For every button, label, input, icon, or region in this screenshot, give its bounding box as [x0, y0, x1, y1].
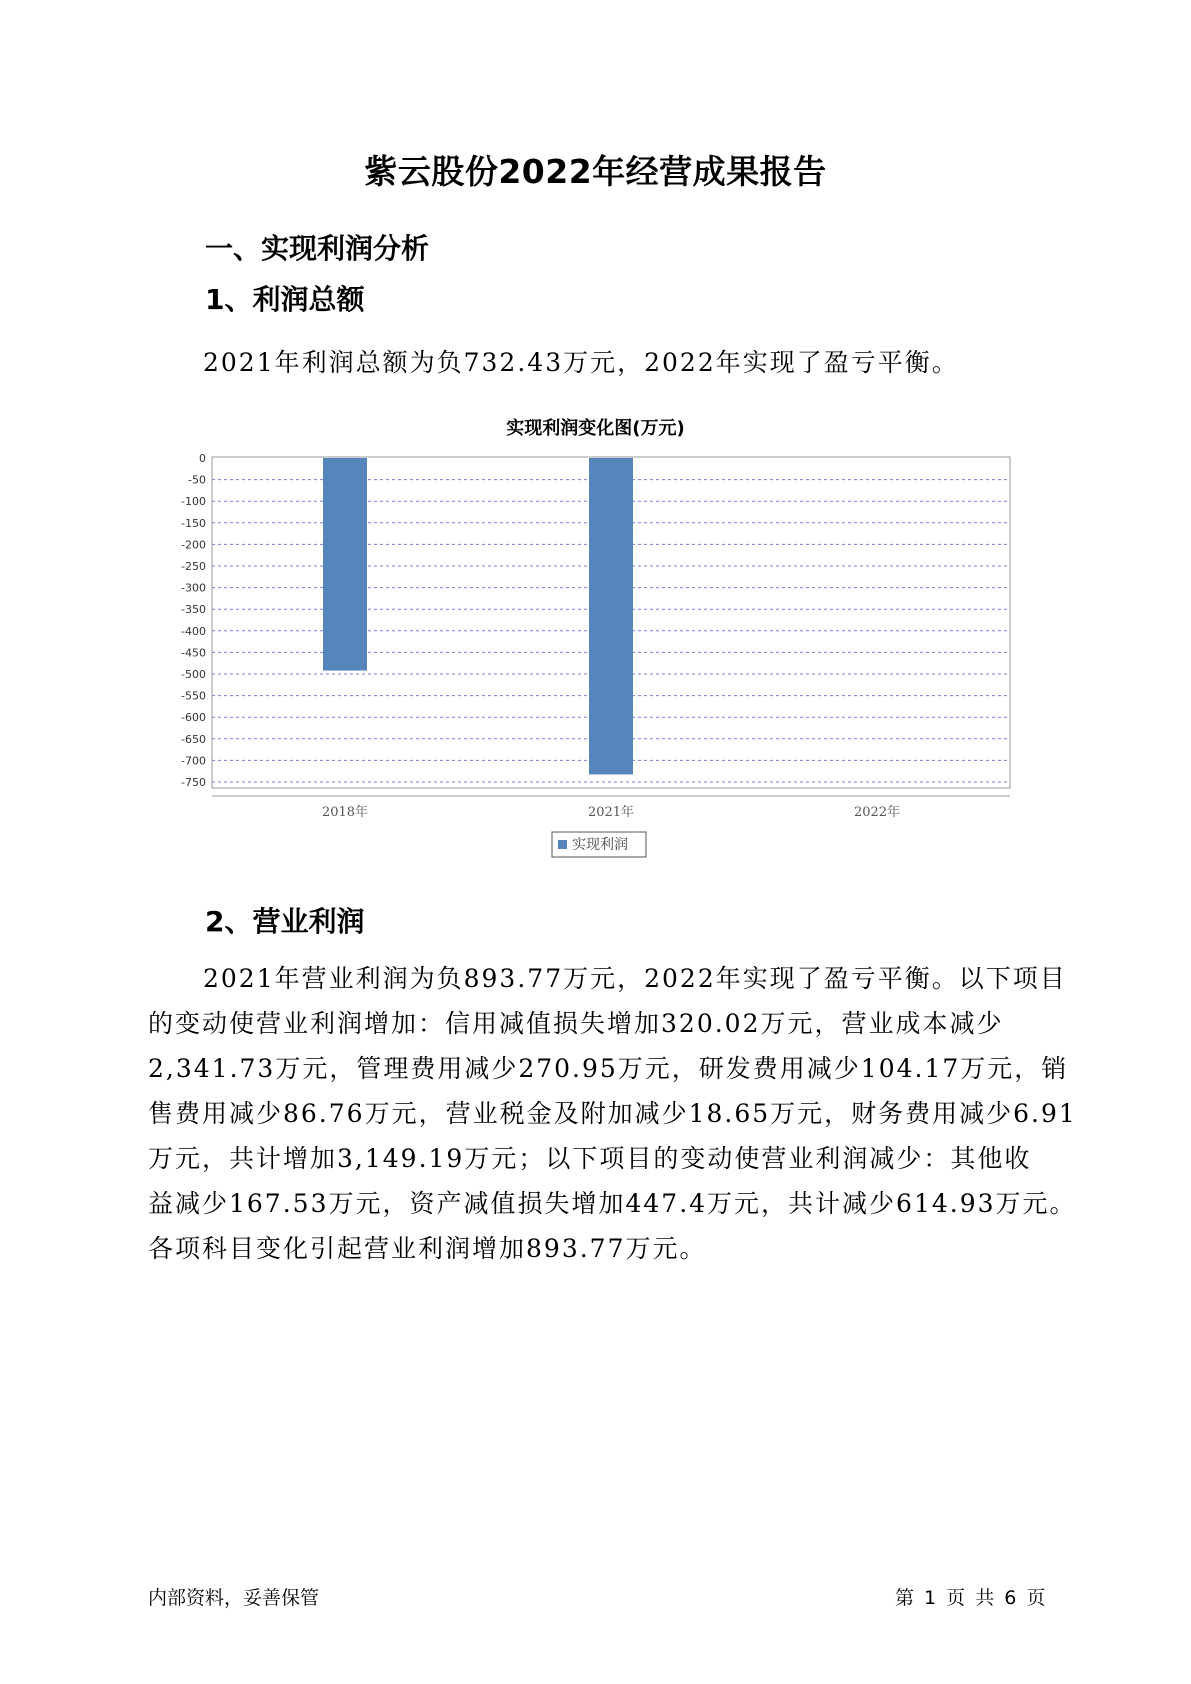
- paragraph-line: 益减少167.53万元，资产减值损失增加447.4万元，共计减少614.93万元。: [148, 1189, 1077, 1218]
- y-tick-label: -100: [181, 495, 206, 509]
- total-profit-paragraph: 2021年利润总额为负732.43万元，2022年实现了盈亏平衡。: [203, 348, 959, 377]
- bar: [589, 458, 633, 774]
- y-tick-label: -500: [181, 668, 206, 681]
- x-tick-label: 2018年: [321, 805, 369, 820]
- legend-label: 实现利润: [572, 837, 628, 853]
- section-heading-profit-analysis: 一、实现利润分析: [205, 232, 430, 265]
- paragraph-line: 2,341.73万元，管理费用减少270.95万元，研发费用减少104.17万元，销: [148, 1054, 1069, 1083]
- x-tick-label: 2022年: [853, 805, 901, 820]
- y-tick-label: -650: [181, 732, 206, 746]
- y-tick-label: -400: [181, 624, 206, 638]
- y-tick-label: -150: [181, 516, 206, 530]
- y-tick-label: -300: [181, 581, 206, 595]
- paragraph-line: 售费用减少86.76万元，营业税金及附加减少18.65万元，财务费用减少6.91: [148, 1099, 1077, 1128]
- y-tick-label: 0: [199, 452, 206, 465]
- y-tick-label: -250: [181, 560, 206, 573]
- footer-confidential-note: 内部资料，妥善保管: [148, 1587, 320, 1609]
- y-tick-label: -200: [181, 538, 206, 552]
- y-tick-label: -450: [181, 646, 206, 660]
- subsection-heading-operating-profit: 2、营业利润: [205, 905, 365, 938]
- bar: [323, 458, 367, 671]
- report-title: 紫云股份2022年经营成果报告: [364, 152, 827, 191]
- y-tick-label: -750: [181, 776, 206, 789]
- y-tick-label: -350: [181, 603, 206, 617]
- y-tick-label: -600: [181, 711, 206, 725]
- subsection-heading-total-profit: 1、利润总额: [205, 283, 365, 316]
- profit-bar-chart: [0, 440, 1191, 880]
- y-tick-label: -550: [181, 689, 206, 703]
- paragraph-line: 万元，共计增加3,149.19万元；以下项目的变动使营业利润减少：其他收: [148, 1144, 1032, 1173]
- paragraph-line: 2021年营业利润为负893.77万元，2022年实现了盈亏平衡。以下项目: [203, 964, 1067, 993]
- y-tick-label: -700: [181, 754, 206, 768]
- x-tick-label: 2021年: [587, 805, 635, 820]
- chart-title: 实现利润变化图(万元): [506, 418, 685, 439]
- legend-swatch: [558, 840, 567, 849]
- footer-page-number: 第 1 页 共 6 页: [895, 1587, 1046, 1609]
- paragraph-line: 的变动使营业利润增加：信用减值损失增加320.02万元，营业成本减少: [148, 1009, 1004, 1038]
- y-tick-label: -50: [188, 473, 206, 487]
- paragraph-line: 各项科目变化引起营业利润增加893.77万元。: [148, 1234, 707, 1263]
